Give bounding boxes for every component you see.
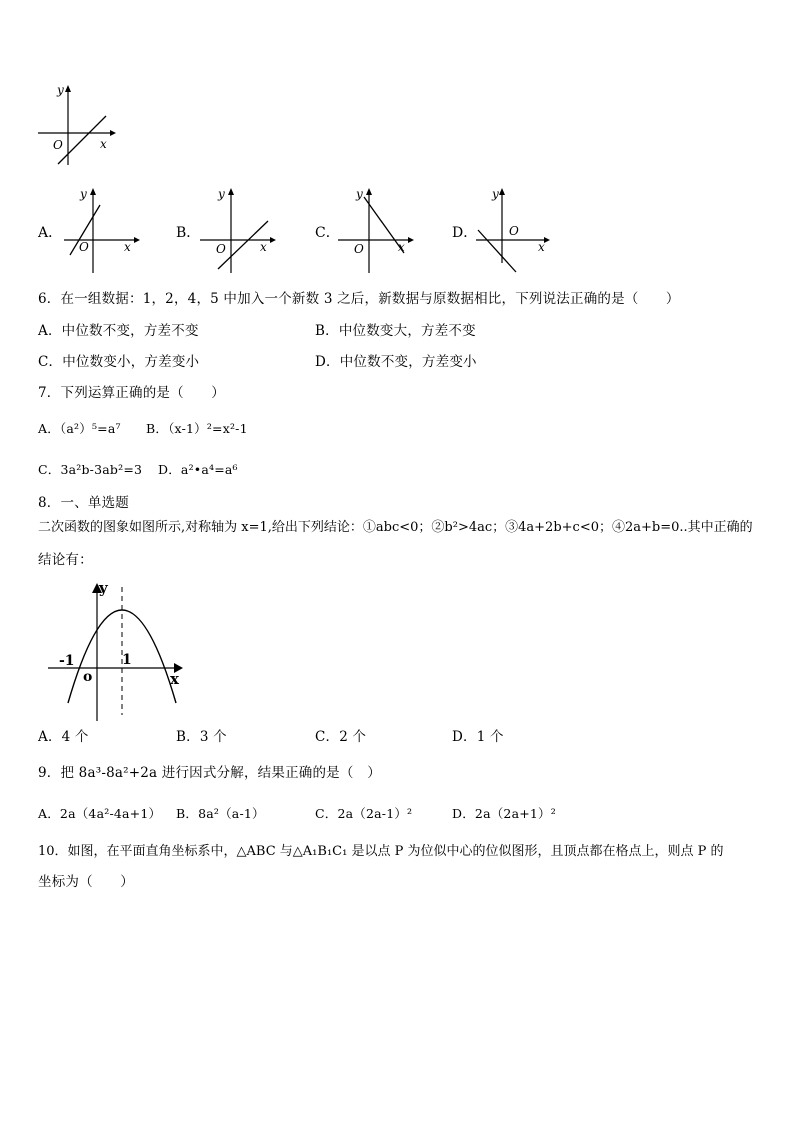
y-axis-arrow bbox=[65, 85, 71, 92]
q6-stem: 6．在一组数据：1，2，4，5 中加入一个新数 3 之后，新数据与原数据相比，下列说法正确的是（ ） bbox=[38, 291, 680, 307]
option-a-label[interactable]: A． bbox=[38, 225, 63, 241]
q7-stem: 7．下列运算正确的是（ ） bbox=[38, 385, 225, 401]
q8-option-a[interactable]: A．4 个 bbox=[38, 729, 89, 745]
function-line bbox=[58, 116, 106, 164]
option-b-graph[interactable] bbox=[196, 185, 286, 277]
x-axis-label: x bbox=[100, 137, 107, 151]
y-axis-label: y bbox=[492, 187, 499, 201]
y-axis-label: y bbox=[99, 579, 108, 597]
x-axis-label: x bbox=[398, 240, 405, 254]
x-axis-label: x bbox=[538, 240, 545, 254]
option-a-graph[interactable] bbox=[58, 185, 148, 277]
q8-parabola-graph bbox=[40, 575, 190, 725]
q6-option-a[interactable]: A．中位数不变，方差不变 bbox=[38, 323, 199, 339]
q8-option-b[interactable]: B．3 个 bbox=[176, 729, 227, 745]
x-axis-label: x bbox=[170, 670, 179, 688]
q10-stem-line1: 10．如图，在平面直角坐标系中，△ABC 与△A₁B₁C₁ 是以点 P 为位似中心的位似图形，且顶点都在格点上，则点 P 的 bbox=[38, 844, 724, 859]
tick-label-minus-one: -1 bbox=[59, 653, 75, 669]
y-axis-label: y bbox=[356, 187, 363, 201]
top-linear-graph bbox=[30, 80, 120, 175]
origin-label: O bbox=[79, 240, 89, 254]
q6-option-c[interactable]: C．中位数变小，方差变小 bbox=[38, 354, 200, 370]
tick-label-one: 1 bbox=[122, 652, 132, 668]
q8-stem-line1: 二次函数的图象如图所示,对称轴为 x=1,给出下列结论：①abc<0；②b²>4ac；③4a+2b+c<0；④2a+b=0..其中正确的 bbox=[38, 520, 753, 535]
q8-stem-line2: 结论有： bbox=[38, 552, 93, 568]
y-axis-arrow bbox=[366, 188, 372, 195]
x-axis-label: x bbox=[124, 240, 131, 254]
option-d-graph[interactable] bbox=[472, 185, 562, 277]
option-c-graph[interactable] bbox=[334, 185, 424, 277]
q8-heading: 8．一、单选题 bbox=[38, 495, 129, 511]
q6-option-b[interactable]: B．中位数变大，方差不变 bbox=[315, 323, 476, 339]
q8-option-c[interactable]: C．2 个 bbox=[315, 729, 367, 745]
y-axis-arrow bbox=[499, 188, 505, 195]
x-axis-arrow bbox=[110, 130, 116, 136]
y-axis-arrow bbox=[228, 188, 234, 195]
option-c-label[interactable]: C． bbox=[315, 225, 340, 241]
x-axis-arrow bbox=[270, 237, 276, 243]
q9-option-d[interactable]: D．2a（2a+1）² bbox=[452, 806, 556, 821]
q7-option-c[interactable]: C．3a²b-3ab²=3 bbox=[38, 462, 143, 477]
x-axis-arrow bbox=[544, 237, 550, 243]
y-axis-arrow bbox=[90, 188, 96, 195]
q9-option-c[interactable]: C．2a（2a-1）² bbox=[315, 806, 413, 821]
x-axis-arrow bbox=[134, 237, 140, 243]
origin-label: O bbox=[53, 138, 63, 152]
q6-option-d[interactable]: D．中位数不变，方差变小 bbox=[315, 354, 477, 370]
origin-label: o bbox=[83, 669, 93, 685]
q7-option-a[interactable]: A．（a²）⁵=a⁷ bbox=[38, 421, 121, 436]
q7-option-b[interactable]: B．（x-1）²=x²-1 bbox=[146, 421, 248, 436]
y-axis-label: y bbox=[218, 187, 225, 201]
origin-label: O bbox=[216, 242, 226, 256]
x-axis-label: x bbox=[260, 240, 267, 254]
option-d-label[interactable]: D． bbox=[452, 225, 478, 241]
q9-option-a[interactable]: A．2a（4a²-4a+1） bbox=[38, 806, 162, 821]
x-axis-arrow bbox=[408, 237, 414, 243]
q9-option-b[interactable]: B．8a²（a-1） bbox=[176, 806, 265, 821]
origin-label: O bbox=[509, 224, 519, 238]
q8-option-d[interactable]: D．1 个 bbox=[452, 729, 504, 745]
y-axis-label: y bbox=[57, 83, 64, 97]
q10-stem-line2: 坐标为（ ） bbox=[38, 874, 134, 890]
origin-label: O bbox=[354, 242, 364, 256]
q9-stem: 9．把 8a³-8a²+2a 进行因式分解，结果正确的是（ ） bbox=[38, 765, 381, 781]
option-b-label[interactable]: B． bbox=[176, 225, 201, 241]
q7-option-d[interactable]: D．a²•a⁴=a⁶ bbox=[158, 462, 238, 477]
y-axis-label: y bbox=[80, 187, 87, 201]
